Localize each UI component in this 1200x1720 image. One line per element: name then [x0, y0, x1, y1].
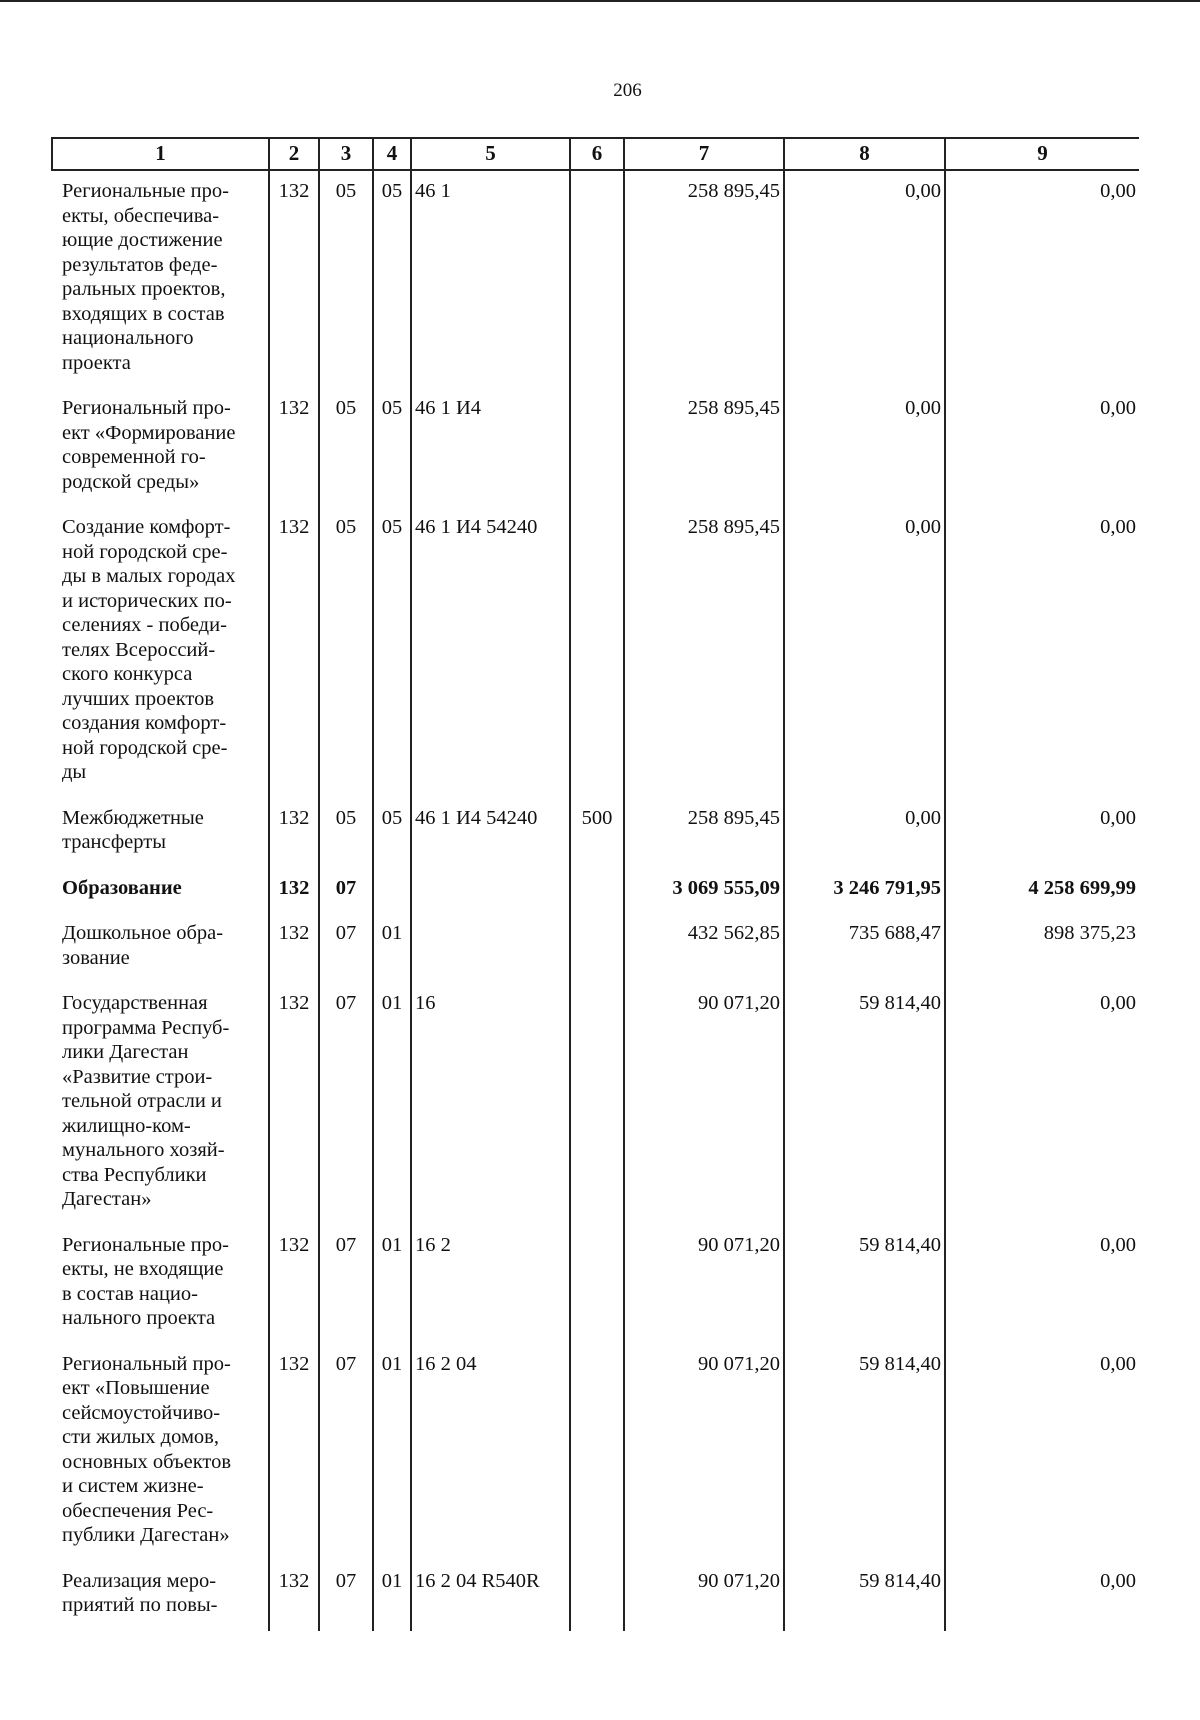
item-name-cell: Дошкольное обра- зование [62, 922, 224, 969]
section-code-cell: 05 [319, 170, 373, 388]
table-row [52, 1344, 1139, 1561]
amount-year3-cell: 0,00 [945, 170, 1139, 388]
table-row [52, 913, 1139, 983]
amount-year3-cell: 0,00 [945, 1225, 1139, 1344]
amount-year1-cell: 3 069 555,09 [624, 868, 784, 914]
header-row [52, 138, 1139, 170]
subsection-code-cell: 05 [373, 798, 411, 868]
amount-year1-cell: 258 895,45 [624, 388, 784, 507]
ministry-code-cell: 132 [269, 1561, 319, 1631]
amount-year1-cell: 90 071,20 [624, 1344, 784, 1561]
target-article-cell: 46 1 [411, 170, 570, 388]
amount-year2-cell: 59 814,40 [784, 1561, 945, 1631]
subsection-code-cell: 01 [373, 913, 411, 983]
subsection-code-cell [373, 868, 411, 914]
amount-year1-cell: 258 895,45 [624, 170, 784, 388]
table-row [52, 1225, 1139, 1344]
ministry-code-cell: 132 [269, 913, 319, 983]
subsection-code-cell: 01 [373, 1225, 411, 1344]
top-scan-rule [0, 0, 1200, 2]
target-article-cell: 16 2 04 [411, 1344, 570, 1561]
amount-year1-cell: 258 895,45 [624, 798, 784, 868]
table-row [52, 388, 1139, 507]
amount-year3-cell: 0,00 [945, 388, 1139, 507]
expense-type-cell [570, 170, 624, 388]
item-name-cell: Региональный про- ект «Повышение сейсмоустойчиво- сти жилых домов, основных объектов и систем жизне- обеспечения Рес- публики Дагестан» [62, 1352, 232, 1546]
column-header-6: 6 [570, 138, 624, 170]
amount-year2-cell: 59 814,40 [784, 1344, 945, 1561]
amount-year3-cell: 0,00 [945, 507, 1139, 798]
amount-year2-cell: 59 814,40 [784, 983, 945, 1225]
table-header [52, 138, 1139, 170]
target-article-cell: 16 [411, 983, 570, 1225]
column-header-8: 8 [784, 138, 945, 170]
column-header-9: 9 [945, 138, 1139, 170]
section-code-cell: 05 [319, 388, 373, 507]
amount-year1-cell: 90 071,20 [624, 983, 784, 1225]
amount-year2-cell: 0,00 [784, 798, 945, 868]
amount-year1-cell: 432 562,85 [624, 913, 784, 983]
subsection-code-cell: 05 [373, 388, 411, 507]
section-code-cell: 07 [319, 1344, 373, 1561]
amount-year2-cell: 735 688,47 [784, 913, 945, 983]
amount-year2-cell: 3 246 791,95 [784, 868, 945, 914]
column-header-5: 5 [411, 138, 570, 170]
target-article-cell [411, 868, 570, 914]
table-body [52, 170, 1139, 1631]
section-code-cell: 05 [319, 798, 373, 868]
item-name-cell: Региональные про- екты, обеспечива- ющие достижение результатов феде- ральных проектов, входящих в состав национального проекта [62, 180, 229, 374]
column-header-3: 3 [319, 138, 373, 170]
column-header-4: 4 [373, 138, 411, 170]
budget-table [51, 137, 1139, 1631]
amount-year3-cell: 0,00 [945, 983, 1139, 1225]
amount-year3-cell: 0,00 [945, 798, 1139, 868]
ministry-code-cell: 132 [269, 798, 319, 868]
expense-type-cell: 500 [570, 798, 624, 868]
item-name-cell: Образование [62, 876, 182, 899]
table-row [52, 507, 1139, 798]
subsection-code-cell: 05 [373, 507, 411, 798]
section-code-cell: 07 [319, 868, 373, 914]
table-row [52, 868, 1139, 914]
item-name-cell: Региональный про- ект «Формирование современной го- родской среды» [62, 397, 236, 493]
expense-type-cell [570, 1561, 624, 1631]
table-row [52, 983, 1139, 1225]
subsection-code-cell: 01 [373, 1561, 411, 1631]
amount-year3-cell: 0,00 [945, 1344, 1139, 1561]
ministry-code-cell: 132 [269, 983, 319, 1225]
amount-year2-cell: 0,00 [784, 507, 945, 798]
amount-year3-cell: 4 258 699,99 [945, 868, 1139, 914]
subsection-code-cell: 01 [373, 983, 411, 1225]
item-name-cell: Реализация меро- приятий по повы- [62, 1569, 218, 1616]
section-code-cell: 07 [319, 1225, 373, 1344]
amount-year3-cell: 0,00 [945, 1561, 1139, 1631]
target-article-cell: 46 1 И4 54240 [411, 798, 570, 868]
table-row [52, 170, 1139, 388]
item-name-cell: Создание комфорт- ной городской сре- ды в малых городах и исторических по- селениях - победи- телях Всероссий- ского конкурса лучших проектов создания комфорт- ной городской сре- ды [62, 516, 236, 783]
ministry-code-cell: 132 [269, 1344, 319, 1561]
page-number: 206 [613, 80, 642, 101]
section-code-cell: 05 [319, 507, 373, 798]
target-article-cell: 16 2 [411, 1225, 570, 1344]
amount-year1-cell: 90 071,20 [624, 1225, 784, 1344]
column-header-2: 2 [269, 138, 319, 170]
item-name-cell: Государственная программа Респуб- лики Дагестан «Развитие строи- тельной отрасли и жилищно-ком- мунального хозяй- ства Республики Дагестан» [62, 992, 230, 1210]
subsection-code-cell: 05 [373, 170, 411, 388]
amount-year1-cell: 258 895,45 [624, 507, 784, 798]
item-name-cell: Региональные про- екты, не входящие в состав нацио- нального проекта [62, 1233, 229, 1329]
target-article-cell: 16 2 04 R540R [411, 1561, 570, 1631]
section-code-cell: 07 [319, 913, 373, 983]
table-row [52, 798, 1139, 868]
ministry-code-cell: 132 [269, 507, 319, 798]
amount-year2-cell: 0,00 [784, 388, 945, 507]
target-article-cell [411, 913, 570, 983]
expense-type-cell [570, 913, 624, 983]
section-code-cell: 07 [319, 983, 373, 1225]
ministry-code-cell: 132 [269, 388, 319, 507]
target-article-cell: 46 1 И4 [411, 388, 570, 507]
expense-type-cell [570, 507, 624, 798]
ministry-code-cell: 132 [269, 170, 319, 388]
expense-type-cell [570, 868, 624, 914]
ministry-code-cell: 132 [269, 868, 319, 914]
expense-type-cell [570, 983, 624, 1225]
expense-type-cell [570, 1344, 624, 1561]
subsection-code-cell: 01 [373, 1344, 411, 1561]
item-name-cell: Межбюджетные трансферты [62, 806, 204, 853]
table-row [52, 1561, 1139, 1631]
amount-year2-cell: 0,00 [784, 170, 945, 388]
ministry-code-cell: 132 [269, 1225, 319, 1344]
target-article-cell: 46 1 И4 54240 [411, 507, 570, 798]
amount-year1-cell: 90 071,20 [624, 1561, 784, 1631]
expense-type-cell [570, 388, 624, 507]
amount-year3-cell: 898 375,23 [945, 913, 1139, 983]
column-header-1: 1 [52, 138, 269, 170]
amount-year2-cell: 59 814,40 [784, 1225, 945, 1344]
section-code-cell: 07 [319, 1561, 373, 1631]
expense-type-cell [570, 1225, 624, 1344]
column-header-7: 7 [624, 138, 784, 170]
